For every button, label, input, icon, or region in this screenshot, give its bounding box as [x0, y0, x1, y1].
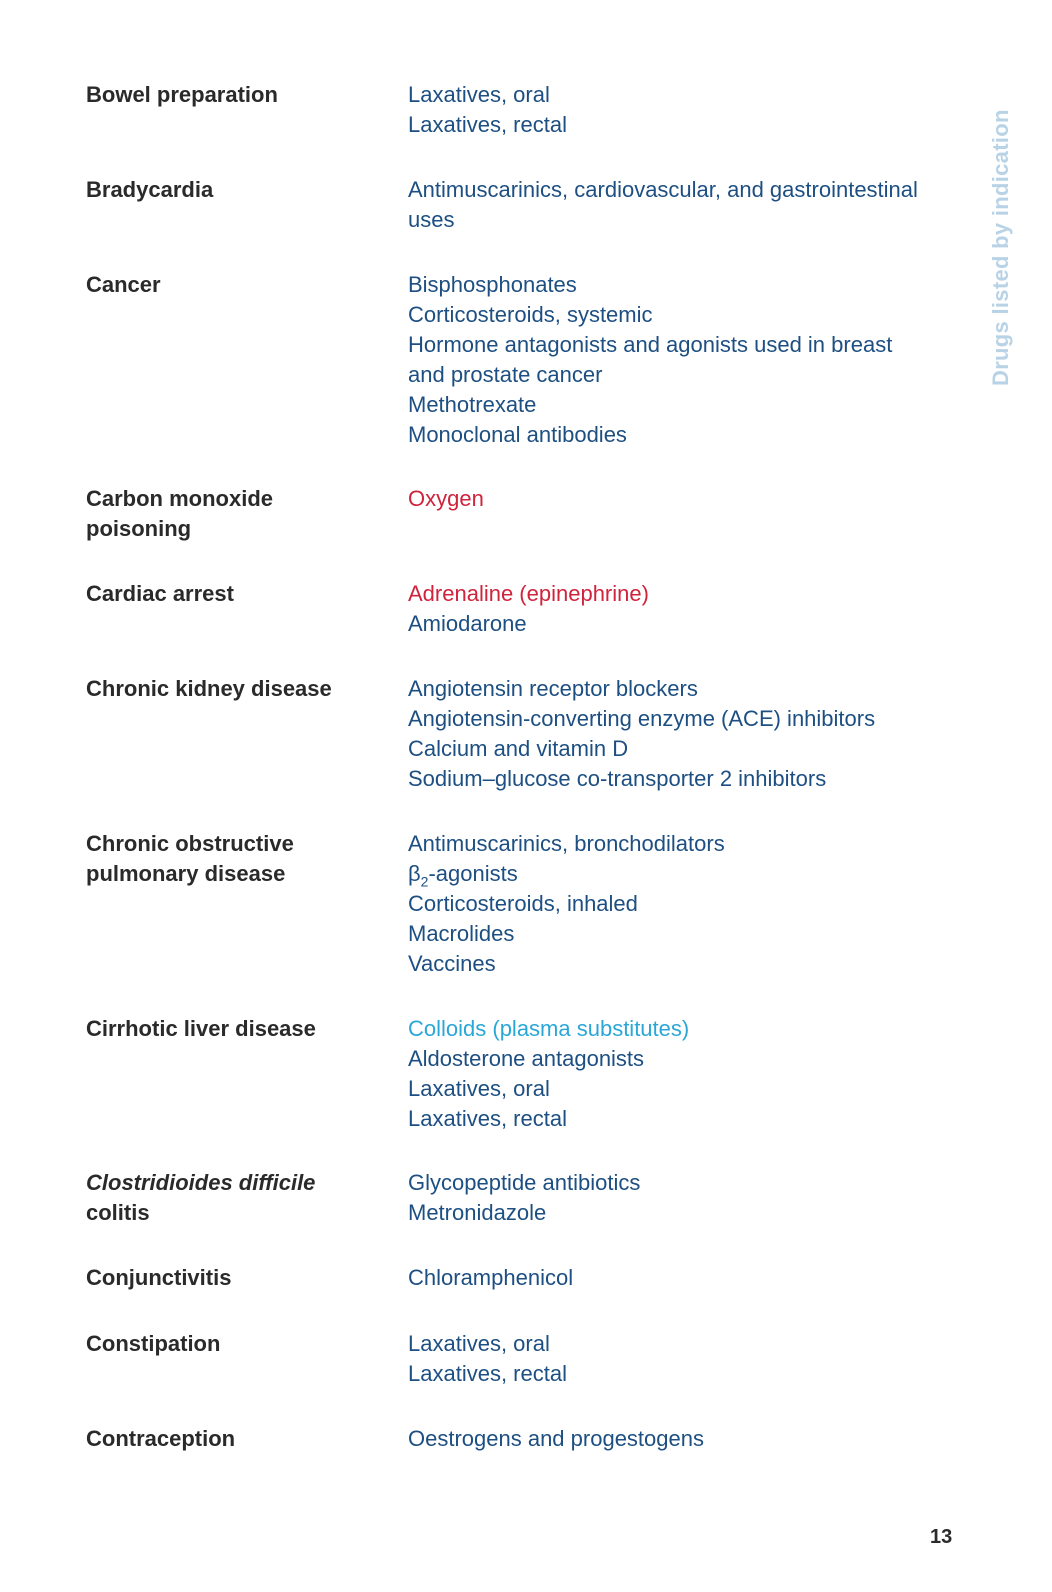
- drug-list: [408, 674, 968, 794]
- drug-item: Angiotensin-converting enzyme (ACE) inhibitors: [408, 706, 876, 731]
- drug-item: Angiotensin receptor blockers: [408, 676, 698, 701]
- drug-list: [408, 1263, 968, 1293]
- indication-name: Chronic kidney disease: [86, 676, 332, 701]
- drug-item: Laxatives, oral: [408, 1076, 550, 1101]
- drug-list: [408, 1424, 968, 1454]
- drug-item: Metronidazole: [408, 1200, 547, 1225]
- drug-item: Aldosterone antagonists: [408, 1046, 645, 1071]
- drug-list: [408, 484, 968, 514]
- indication-name: Clostridioides difficile colitis: [86, 1170, 316, 1225]
- indication-name: Conjunctivitis: [86, 1265, 232, 1290]
- drug-item: Laxatives, rectal: [408, 1361, 567, 1386]
- drug-item: Glycopeptide antibiotics: [408, 1170, 641, 1195]
- drug-list: [408, 1014, 968, 1134]
- drug-item: Antimuscarinics, cardiovascular, and gastrointestinal uses: [408, 177, 918, 232]
- section-side-label: [956, 86, 1013, 386]
- indication-italic-part: Clostridioides difficile: [86, 1170, 316, 1195]
- indication-name: Bradycardia: [86, 177, 214, 202]
- drug-list: [408, 1168, 968, 1228]
- indication-name: Cancer: [86, 272, 161, 297]
- drug-item: Antimuscarinics, bronchodilators: [408, 831, 725, 856]
- drug-item: Hormone antagonists and agonists used in breast and prostate cancer: [408, 332, 893, 387]
- drug-item: Amiodarone: [408, 611, 527, 636]
- drug-list: [408, 579, 968, 639]
- drug-item: Methotrexate: [408, 392, 537, 417]
- drug-item: Macrolides: [408, 921, 515, 946]
- drug-item: Chloramphenicol: [408, 1265, 574, 1290]
- drug-item: Oxygen: [408, 486, 484, 511]
- drug-item: Adrenaline (epinephrine): [408, 581, 649, 606]
- drug-item: Vaccines: [408, 951, 496, 976]
- drug-item: Bisphosphonates: [408, 272, 577, 297]
- indication-name: Cirrhotic liver disease: [86, 1016, 316, 1041]
- drug-item: Calcium and vitamin D: [408, 736, 629, 761]
- indication-name: Chronic obstructive pulmonary disease: [86, 831, 294, 886]
- drug-item: Colloids (plasma substitutes): [408, 1016, 690, 1041]
- drug-item: Laxatives, oral: [408, 1331, 550, 1356]
- drug-item: Laxatives, oral: [408, 82, 550, 107]
- drug-list: [408, 270, 968, 450]
- side-label-text: Drugs listed by indication: [988, 109, 1013, 386]
- drug-item: $\beta_2$-agonists: [408, 861, 518, 890]
- drug-list: [408, 80, 968, 140]
- drug-list: [408, 829, 968, 979]
- indication-name: Carbon monoxide poisoning: [86, 486, 274, 541]
- drug-item: Sodium–glucose co-transporter 2 inhibitors: [408, 766, 827, 791]
- indication-name: Bowel preparation: [86, 82, 278, 107]
- indication-name: Cardiac arrest: [86, 581, 234, 606]
- drug-item: Monoclonal antibodies: [408, 422, 627, 447]
- page-number: 13: [930, 1526, 953, 1548]
- drug-list: [408, 1329, 968, 1389]
- indication-name: Constipation: [86, 1331, 221, 1356]
- drug-item: Laxatives, rectal: [408, 1106, 567, 1131]
- drug-list: [408, 175, 968, 235]
- drug-item: Corticosteroids, systemic: [408, 302, 653, 327]
- drug-item: Laxatives, rectal: [408, 112, 567, 137]
- drug-item: Oestrogens and progestogens: [408, 1426, 704, 1451]
- indication-name: Contraception: [86, 1426, 236, 1451]
- drug-item: Corticosteroids, inhaled: [408, 891, 638, 916]
